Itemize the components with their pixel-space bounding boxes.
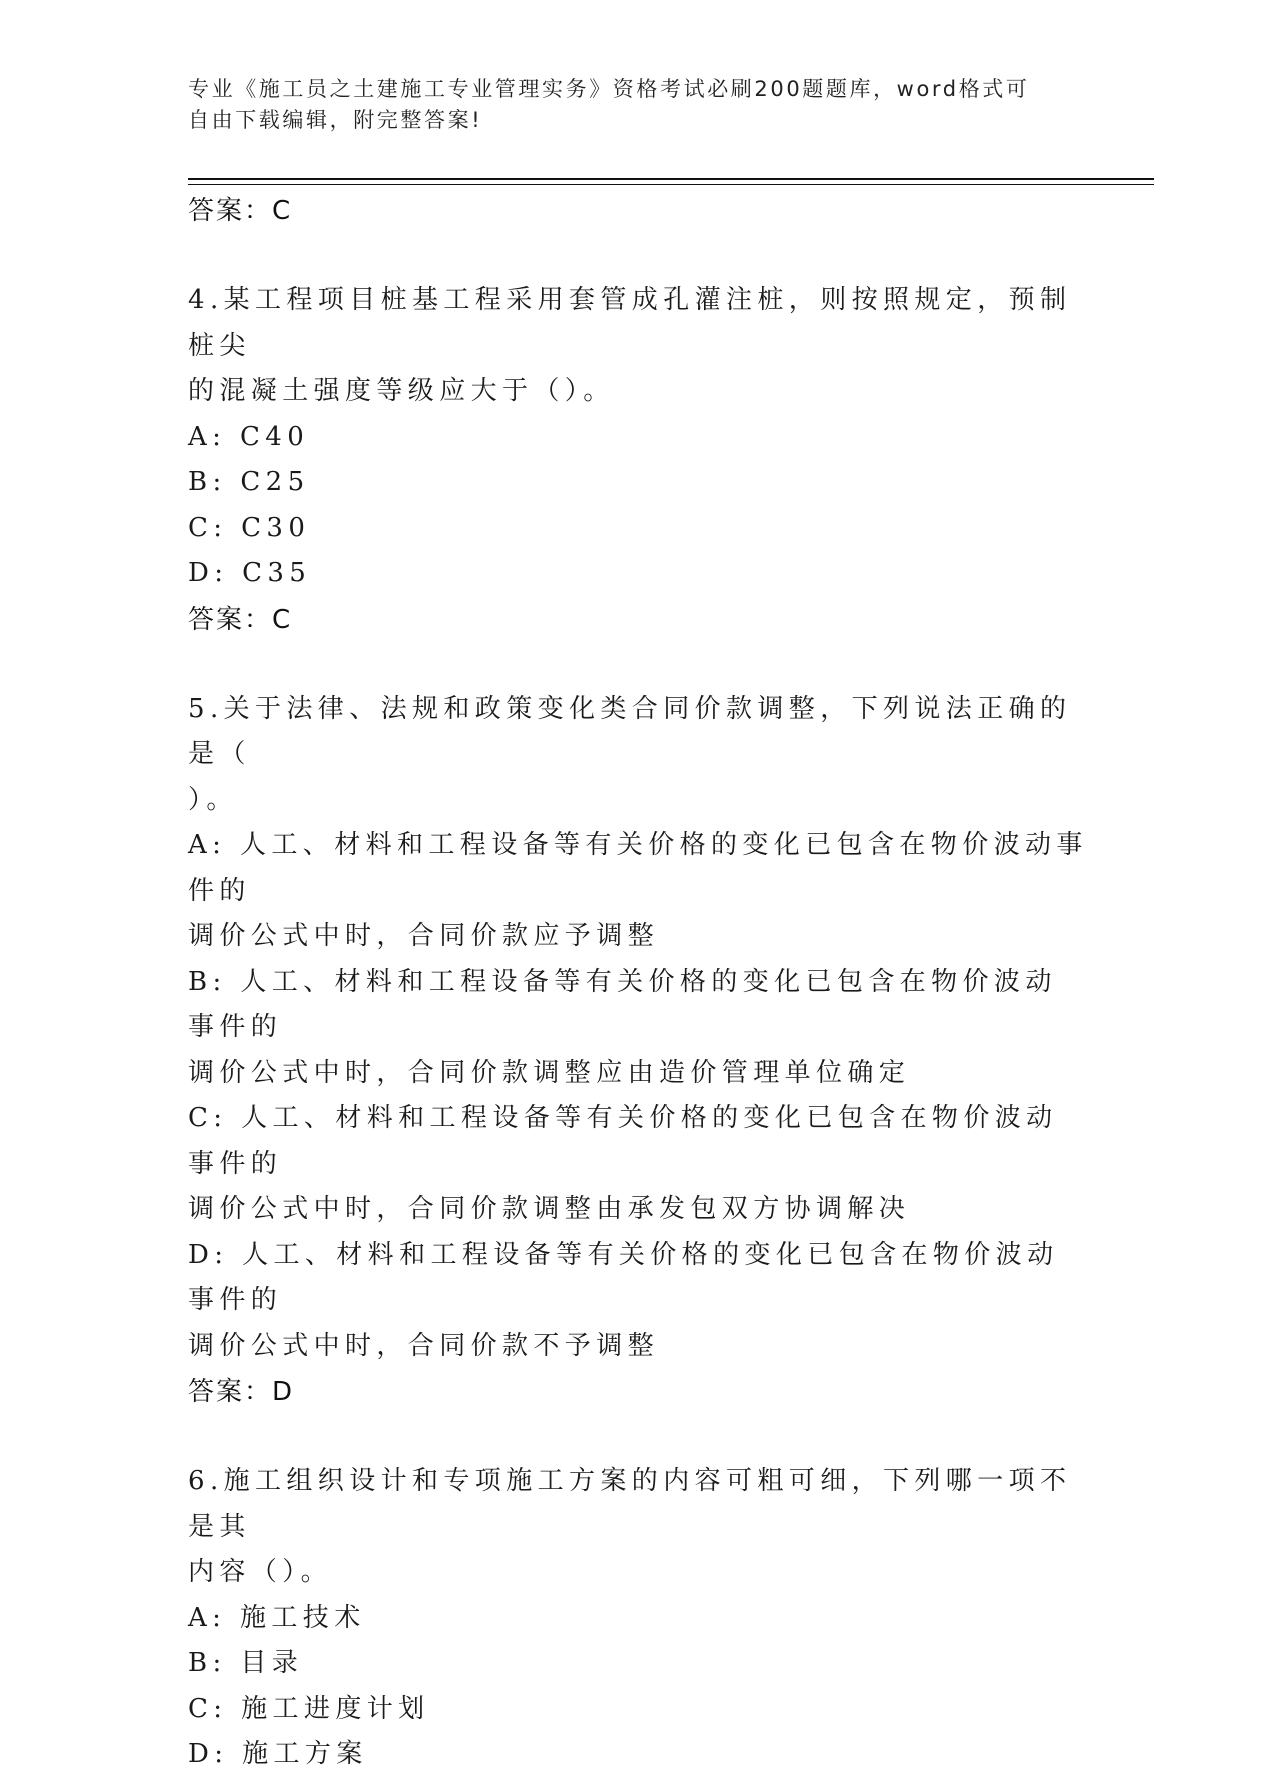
option-b: B: 人工、材料和工程设备等有关价格的变化已包含在物价波动事件的 <box>188 966 1057 1042</box>
question-5 <box>188 687 1088 1416</box>
question-stem: 6.施工组织设计和专项施工方案的内容可粗可细，下列哪一项不是其 <box>188 1466 1072 1542</box>
question-stem-continued: ）。 <box>188 784 238 815</box>
option-c: C: C30 <box>188 512 311 543</box>
question-stem: 5.关于法律、法规和政策变化类合同价款调整，下列说法正确的是（ <box>188 693 1072 769</box>
option-c: C: 人工、材料和工程设备等有关价格的变化已包含在物价波动事件的 <box>188 1103 1058 1179</box>
option-d: D: 施工方案 <box>188 1739 368 1769</box>
option-b-continued: 调价公式中时，合同价款调整应由造价管理单位确定 <box>188 1057 911 1088</box>
answer-line: 答案：C <box>188 196 293 226</box>
option-d: D: 人工、材料和工程设备等有关价格的变化已包含在物价波动事件的 <box>188 1239 1059 1315</box>
option-a: A: 人工、材料和工程设备等有关价格的变化已包含在物价波动事件的 <box>188 830 1088 906</box>
header-line-1: 专业《施工员之土建施工专业管理实务》资格考试必刷200题题库，word格式可 <box>188 77 1030 101</box>
option-d: D: C35 <box>188 558 312 588</box>
question-stem-continued: 的混凝土强度等级应大于（）。 <box>188 376 615 406</box>
option-a-continued: 调价公式中时，合同价款应予调整 <box>188 921 660 951</box>
answer-line: 答案：D <box>188 1377 295 1407</box>
option-c: C: 施工进度计划 <box>188 1693 430 1724</box>
header-line-2: 自由下载编辑，附完整答案! <box>188 108 483 132</box>
option-b: B: 目录 <box>188 1648 304 1678</box>
answer-line: 答案：C <box>188 604 293 635</box>
option-a: A: C40 <box>188 421 310 452</box>
option-a: A: 施工技术 <box>188 1602 366 1633</box>
option-b: B: C25 <box>188 467 310 497</box>
question-stem: 4.某工程项目桩基工程采用套管成孔灌注桩，则按照规定，预制桩尖 <box>188 285 1072 361</box>
document-body <box>188 188 1088 1778</box>
question-stem-continued: 内容（）。 <box>188 1557 333 1587</box>
question-6 <box>188 1459 1088 1778</box>
option-d-continued: 调价公式中时，合同价款不予调整 <box>188 1330 660 1361</box>
option-c-continued: 调价公式中时，合同价款调整由承发包双方协调解决 <box>188 1194 911 1224</box>
page-header <box>188 74 1068 136</box>
question-4 <box>188 278 1088 643</box>
header-rule-thin <box>188 184 1154 185</box>
header-rule-thick <box>188 178 1154 180</box>
